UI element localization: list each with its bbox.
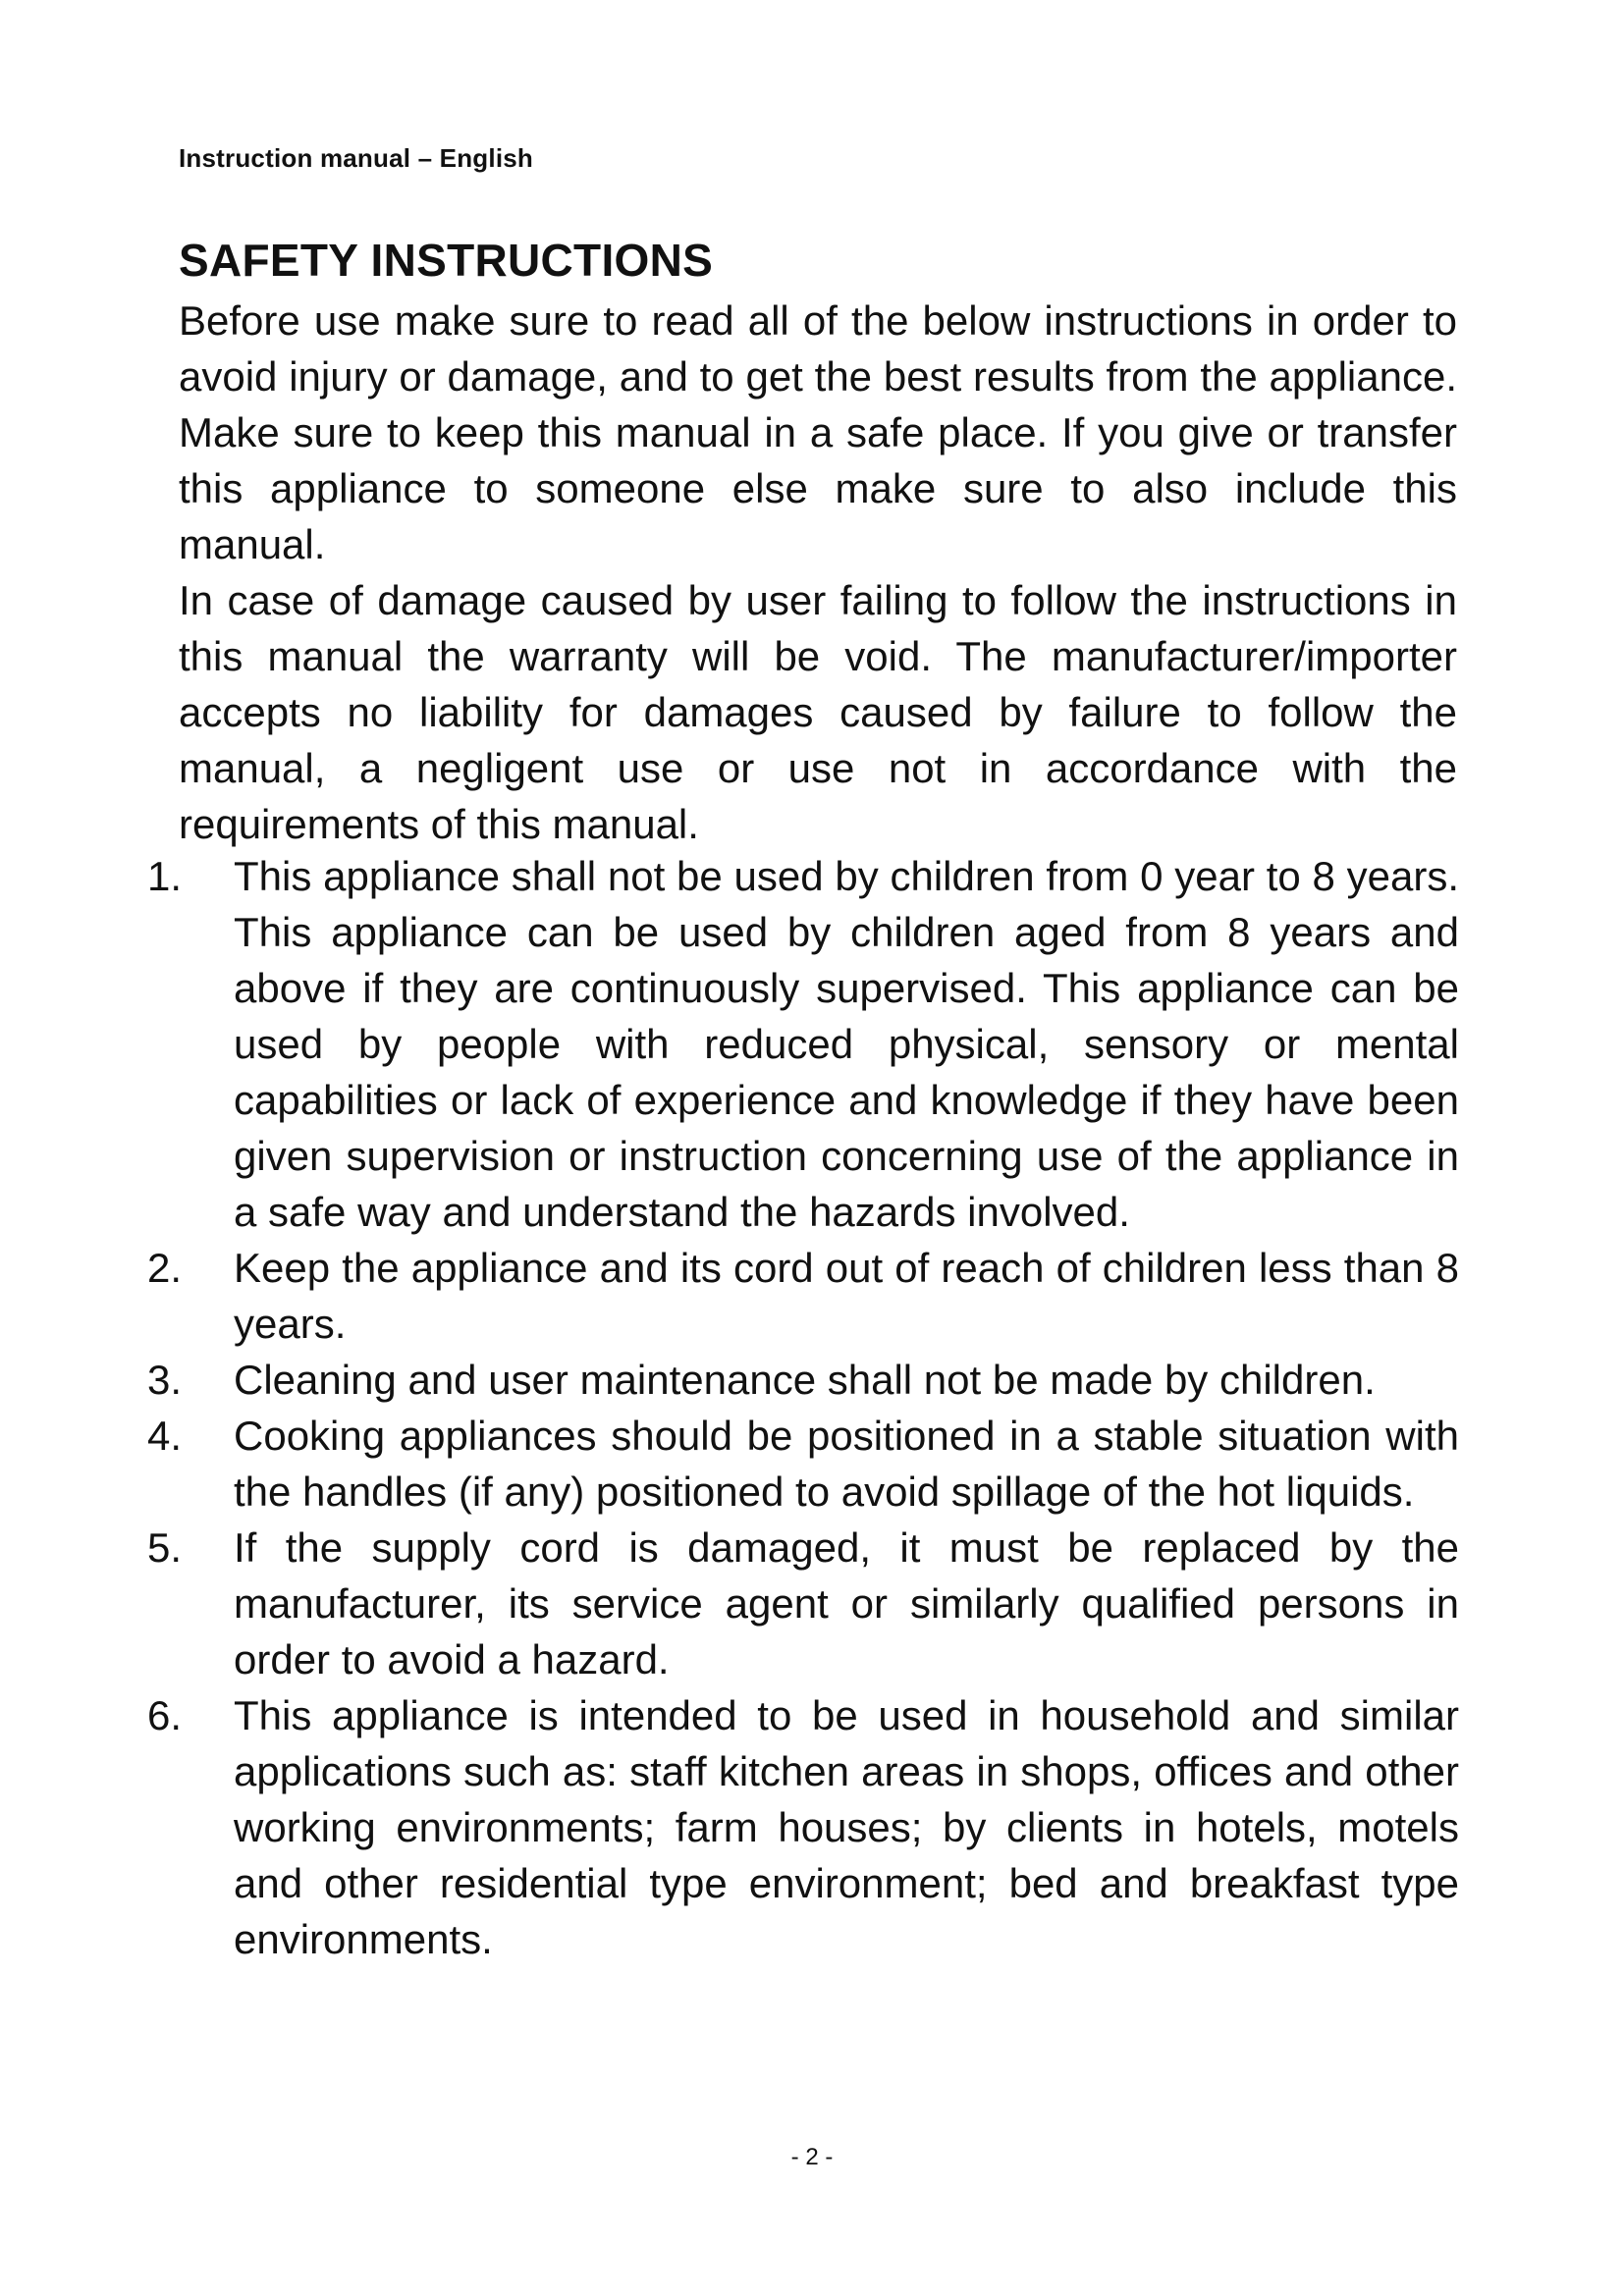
list-item-text: Cooking appliances should be positioned in a stable situation with the handles (if any) positioned to avoid spillage of the hot liquids. bbox=[234, 1413, 1459, 1515]
section-title: SAFETY INSTRUCTIONS bbox=[179, 235, 714, 286]
list-item-number: 1. bbox=[147, 853, 183, 899]
list-item bbox=[147, 1520, 1459, 1687]
list-item-text: Cleaning and user maintenance shall not be made by children. bbox=[234, 1357, 1376, 1403]
list-item bbox=[147, 848, 1459, 1240]
list-item-number: 4. bbox=[147, 1413, 183, 1459]
safety-instructions-list bbox=[147, 848, 1459, 1967]
list-item-text: This appliance shall not be used by children from 0 year to 8 years. This appliance can be used by children aged from 8 years and above if they are continuously supervised. This appliance can be used by people with reduced physical, sensory or mental capabilities or lack of experience and knowledge if they have been given supervision or instruction concerning use of the appliance in a safe way and understand the hazards involved. bbox=[234, 853, 1459, 1235]
page-number: - 2 - bbox=[790, 2144, 834, 2170]
list-item bbox=[147, 1408, 1459, 1520]
manual-header: Instruction manual – English bbox=[179, 143, 533, 173]
list-item bbox=[147, 1240, 1459, 1352]
list-item-text: Keep the appliance and its cord out of reach of children less than 8 years. bbox=[234, 1245, 1459, 1347]
intro-paragraph-1: Before use make sure to read all of the below instructions in order to avoid injury or damage, and to get the best results from the appliance. Make sure to keep this manual in a safe place. If you give or transfer this appliance to someone else make sure to also include this manual. bbox=[179, 297, 1457, 567]
intro-paragraph-2: In case of damage caused by user failing to follow the instructions in this manual the warranty will be void. The manufacturer/importer accepts no liability for damages caused by failure to follow the manual, a negligent use or use not in accordance with the requirements of this manual. bbox=[179, 577, 1457, 847]
list-item-text: If the supply cord is damaged, it must be replaced by the manufacturer, its service agent or similarly qualified persons in order to avoid a hazard. bbox=[234, 1524, 1459, 1682]
list-item-text: This appliance is intended to be used in household and similar applications such as: staff kitchen areas in shops, offices and other working environments; farm houses; by clients in hotels, motels and other residential type environment; bed and breakfast type environments. bbox=[234, 1692, 1459, 1962]
list-item bbox=[147, 1687, 1459, 1967]
list-item bbox=[147, 1352, 1459, 1408]
list-item-number: 5. bbox=[147, 1524, 183, 1571]
list-item-number: 6. bbox=[147, 1692, 183, 1738]
list-item-number: 3. bbox=[147, 1357, 183, 1403]
list-item-number: 2. bbox=[147, 1245, 183, 1291]
